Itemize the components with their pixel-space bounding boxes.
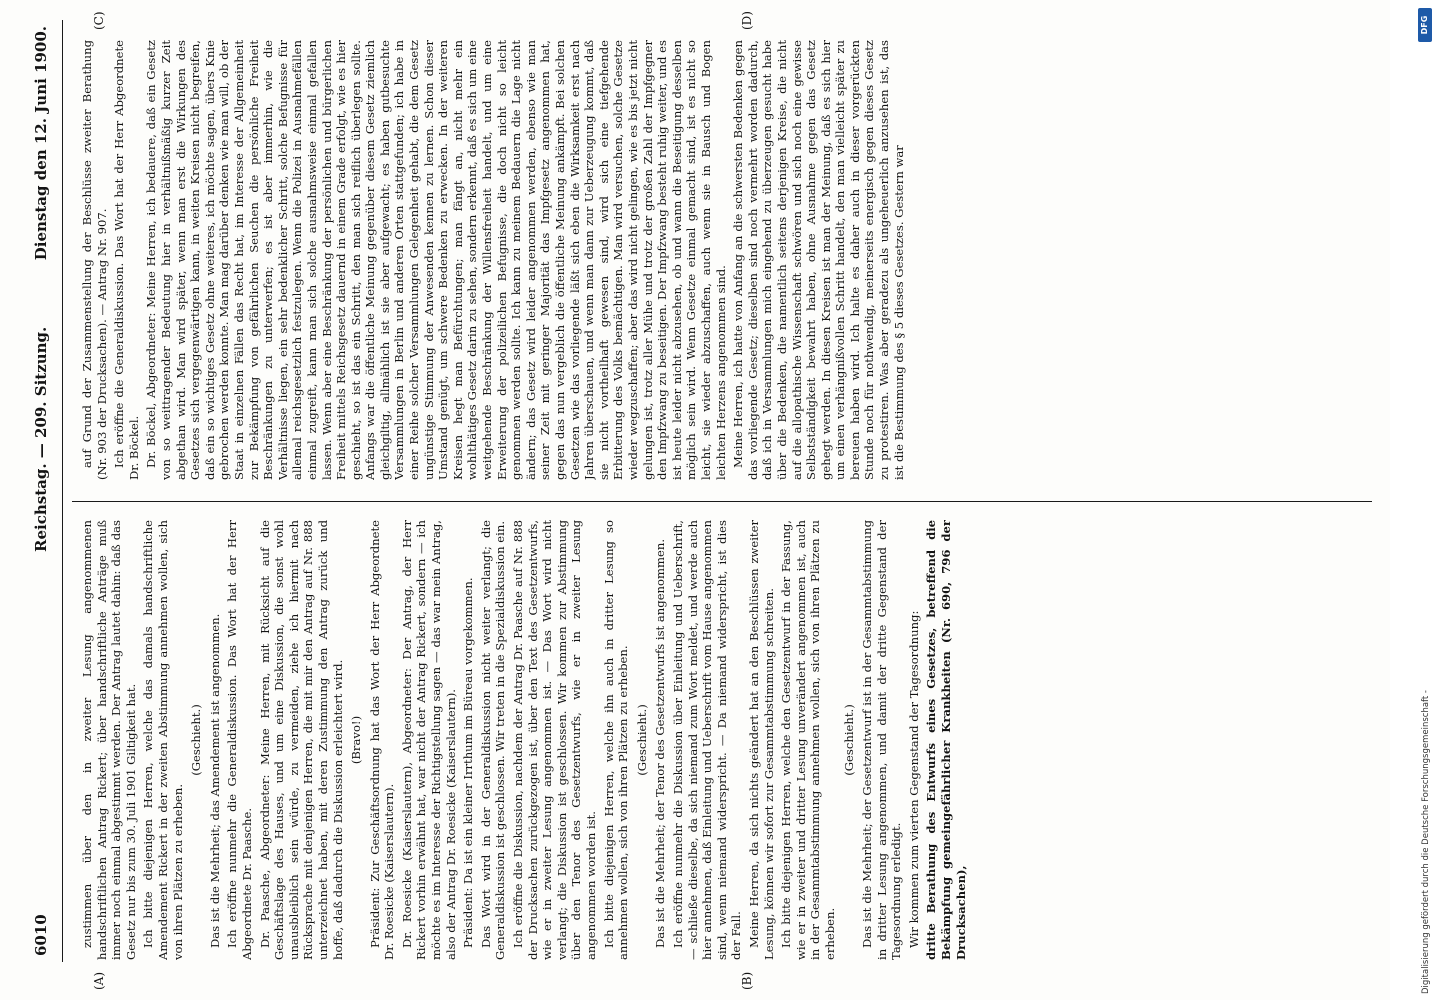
page-header — [22, 20, 63, 962]
paragraph: Meine Herren, ich hatte von Anfang an die schwersten Bedenken gegen das vorliegende Gesetz; dieselben sind noch vermehrt worden dadurch, daß ich in Versammlungen mich eingehend zu überzeugen gesucht habe über die Bedenken, die namentlich seitens derjenigen Kreise, die nicht auf die allopathische Wissenschaft schwören und sich noch eine gewisse Selbstständigkeit bewahrt haben, ohne Ausnahme gegen das Gesetz gehegt werden. In diesen Kreisen ist man der Meinung, daß es sich hier um einen verhängnißvollen Schritt handelt, den man vielleicht später zu bereuen haben wird. Ich halte es daher auch in dieser vorgerückten Stunde noch für nothwendig, meinerseits energisch gegen dieses Gesetz zu protestiren. Was aber geradezu als ungeheuerlich anzusehen ist, das ist die Bestimmung des § 5 dieses Gesetzes. Gestern war — [731, 40, 906, 480]
paragraph: Meine Herren, da sich nichts geändert hat an den Beschlüssen zweiter Lesung, können wir sofort zur Gesammtabstimmung schreiten. — [746, 520, 776, 960]
column-divider — [72, 501, 1372, 502]
dfg-logo-text: DFG — [1420, 15, 1429, 35]
margin-marker-b: (B) — [740, 971, 754, 990]
session-date: Dienstag den 12. Juni 1900. — [32, 26, 50, 261]
paragraph: (Geschieht.) — [634, 704, 649, 776]
paragraph: zustimmen über den in zweiter Lesung angenommenen handschriftlichen Antrag Rickert; über handschriftliche Anträge muß immer noch einmal abgestimmt werden. Der Antrag lautet dahin: daß das Gesetz nur bis zum 30. Juli 1901 Giltigkeit hat. — [80, 520, 138, 960]
paragraph: Ich eröffne die Diskussion, nachdem der Antrag Dr. Paasche auf Nr. 888 der Drucksachen zurückgezogen ist, über den Text des Gesetzentwurfs, wie er in zweiter Lesung angenommen ist. — Das Wort wird nicht verlangt; die Diskussion ist geschlossen. Wir kommen zur Abstimmung über den Tenor des Gesetzentwurfs, wie er in zweiter Lesung angenommen worden ist. — [511, 520, 598, 960]
margin-marker-d: (D) — [740, 11, 754, 30]
paragraph: Präsident: Da ist ein kleiner Irrthum im Büreau vorgekommen. — [461, 577, 476, 948]
paragraph: Ich bitte diejenigen Herren, welche den Gesetzentwurf in der Fassung, wie er in zweiter und dritter Lesung unverändert angenommen ist, auch in der Gesammtabstimmung annehmen wollen, sich von ihren Plätzen zu erheben. — [779, 520, 837, 960]
session-title: Reichstag. — 209. Sitzung. — [32, 326, 50, 552]
digitization-note-text: Digitalisierung gefördert durch die Deutsche Forschungsgemeinschaft - — [1421, 690, 1431, 994]
paragraph: Wir kommen zum vierten Gegenstand der Tagesordnung: — [906, 610, 921, 948]
paragraph: Das ist die Mehrheit; das Amendement ist angenommen. — [207, 613, 222, 948]
paragraph: Das ist die Mehrheit; der Tenor des Gesetzentwurfs ist angenommen. — [653, 538, 668, 948]
paragraph: auf Grund der Zusammenstellung der Beschlüsse zweiter Berathung (Nr. 903 der Drucksachen). — Antrag Nr. 907. — [80, 40, 109, 480]
right-column — [80, 40, 1365, 480]
paragraph: Ich eröffne nunmehr die Generaldiskussion. Das Wort hat der Herr Abgeordnete Dr. Paasche. — [225, 520, 254, 960]
paragraph: Ich bitte diejenigen Herren, welche ihn auch in dritter Lesung so annehmen wollen, sich von ihren Plätzen zu erheben. — [601, 520, 631, 960]
paragraph: Ich eröffne nunmehr die Diskussion über Einleitung und Ueberschrift, — schließe dieselbe, da sich niemand zum Wort meldet, und werde auch hier annehmen, daß Einleitung und Ueberschrift vom Hause angenommen sind, wenn niemand widerspricht. — Da niemand widerspricht, ist dies der Fall. — [670, 520, 744, 960]
digitization-note — [1418, 0, 1434, 1000]
margin-marker-a: (A) — [92, 971, 106, 990]
paragraph: Ich eröffne die Generaldiskussion. Das Wort hat der Herr Abgeordnete Dr. Böckel. — [112, 40, 141, 480]
agenda-item-heading: dritte Berathung des Entwurfs eines Gesetzes, betreffend die Bekämpfung gemeingefährlicher Krankheiten (Nr. 690, 796 der Drucksachen), — [924, 520, 968, 960]
paragraph: Das ist die Mehrheit; der Gesetzentwurf ist in der Gesammtabstimmung in dritter Lesung angenommen, und damit der dritte Gegenstand der Tagesordnung erledigt. — [860, 520, 904, 960]
left-column — [80, 520, 1365, 960]
paragraph: Präsident: Zur Geschäftsordnung hat das Wort der Herr Abgeordnete Dr. Roesicke (Kaiserslautern). — [367, 520, 397, 960]
paragraph: (Bravo!) — [349, 715, 364, 765]
margin-marker-c: (C) — [92, 11, 106, 30]
paragraph: (Geschieht.) — [189, 704, 204, 776]
paragraph: Dr. Paasche, Abgeordneter: Meine Herren, mit Rücksicht auf die Geschäftslage des Hauses, und um eine Diskussion, die sonst wohl unausbleiblich sein würde, zu vermeiden, ziehe ich hiermit nach Rücksprache mit denjenigen Herren, die mit mir den Antrag auf Nr. 888 unterzeichnet haben, mit deren Zustimmung den Antrag zurück und hoffe, daß dadurch die Diskussion erleichtert wird. — [257, 520, 345, 960]
paragraph: (Geschieht.) — [841, 704, 856, 776]
paragraph: Ich bitte diejenigen Herren, welche das damals handschriftliche Amendement Rickert in der zweiten Abstimmung annehmen wollen, sich von ihren Plätzen zu erheben. — [141, 520, 185, 960]
paragraph: Dr. Roesicke (Kaiserslautern), Abgeordneter: Der Antrag, der Herr Rickert vorhin erwähnt hat, war nicht der Antrag Rickert, sondern — ich möchte es im Interesse der Richtigstellung sagen — das war mein Antrag, also der Antrag Dr. Roesicke (Kaiserslautern). — [399, 520, 458, 960]
page-number: 6010 — [32, 914, 50, 956]
paragraph: Das Wort wird in der Generaldiskussion nicht weiter verlangt; die Generaldiskussion ist geschlossen. Wir treten in die Spezialdiskussion ein. — [478, 520, 508, 960]
paragraph: Dr. Böckel, Abgeordneter: Meine Herren, ich bedauere, daß ein Gesetz von so weittragender Bedeutung hier in verhältnißmäßig kurzer Zeit abgethan wird. Man wird später, wenn man erst die Wirkungen des Gesetzes sich vergegenwärtigen kann, in weiten Kreisen nicht begreifen, daß ein so wichtiges Gesetz ohne weiteres, ich möchte sagen, übers Knie gebrochen werden konnte. Man mag darüber denken wie man will, ob der Staat in einzelnen Fällen das Recht hat, im Interesse der Allgemeinheit zur Bekämpfung von gefährlichen Seuchen die persönliche Freiheit Beschränkungen zu unterwerfen; es ist aber immerhin, wie die Verhältnisse liegen, ein sehr bedenklicher Schritt, solche Befugnisse für allemal reichsgesetzlich festzulegen. Wenn die Polizei in Ausnahmefällen einmal zugreift, kann man sich solche ausnahmsweise einmal gefallen lassen. Wenn aber eine Beschränkung der persönlichen und bürgerlichen Freiheit mittels Reichsgesetz dauernd in einem Grade erfolgt, wie es hier geschieht, so ist das ein Schritt, den man sich reiflich überlegen sollte. Anfangs war die öffentliche Meinung gegenüber diesem Gesetz ziemlich gleichgiltig, allmählich ist sie aber aufgewacht; es haben gutbesuchte Versammlungen in Berlin und anderen Orten stattgefunden; ich habe in einer Reihe solcher Versammlungen Gelegenheit gehabt, die dem Gesetz ungünstige Stimmung der Anwesenden kennen zu lernen. Schon dieser Umstand genügt, um schwere Bedenken zu erwecken. In der weiteren Kreisen hegt man Befürchtungen; man fängt an, nicht mehr ein wohlthätiges Gesetz darin zu sehen, sondern erkennt, daß es sich um eine weitgehende Beschränkung der Willensfreiheit handelt, und um eine Erweiterung der polizeilichen Befugnisse, die doch nicht so leicht genommen werden sollte. Ich kann zu meinem Bedauern die Lage nicht ändern; das Gesetz wird leider angenommen werden, ebenso wie man seiner Zeit mit geringer Majorität das Impfgesetz angenommen hat, gegen das nun vergeblich die öffentliche Meinung ankämpft. Bei solchen Gesetzen wie das vorliegende läßt sich eben die Wirksamkeit erst nach Jahren überschauen, und wenn man dann zur Ueberzeugung kommt, daß sie nicht vortheilhaft gewesen sind, wird sich eine tiefgehende Erbitterung des Volks bemächtigen. Man wird versuchen, solche Gesetze wieder wegzuschaffen; aber das wird nicht gelingen, wie es bis jetzt nicht gelungen ist, trotz aller Mühe und trotz der großen Zahl der Impfgegner den Impfzwang zu beseitigen. Der Impfzwang besteht ruhig weiter, und es ist heute leider nicht abzusehen, ob und wann die Beseitigung desselben möglich sein wird. Wenn Gesetze einmal gemacht sind, ist es nicht so leicht, sie wieder abzuschaffen, auch wenn sie in Bausch und Bogen leichten Herzens angenommen sind. — [144, 40, 728, 480]
